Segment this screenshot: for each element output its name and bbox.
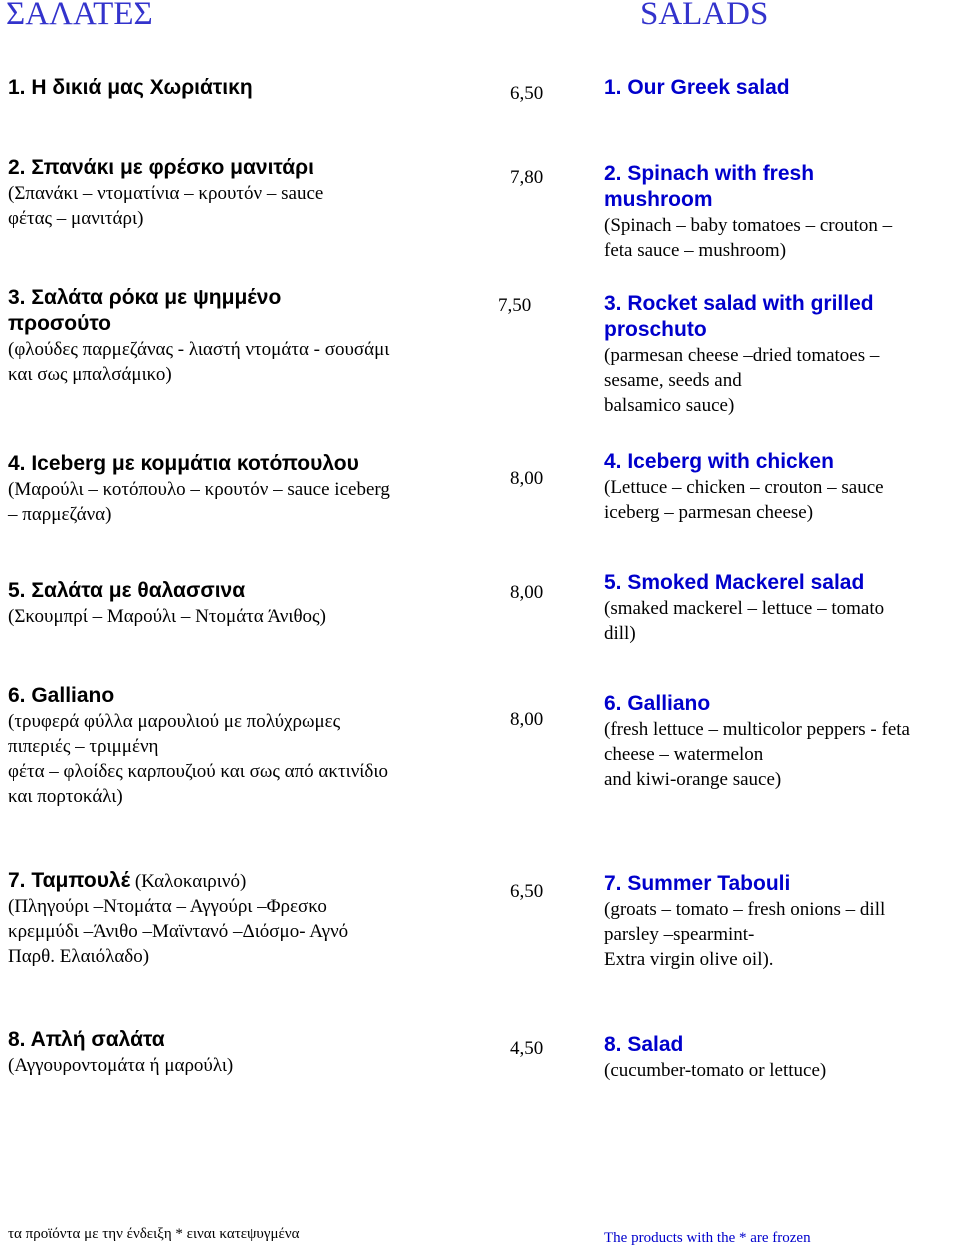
dish-name-greek: 4. Iceberg με κομμάτια κοτόπουλου: [8, 452, 359, 475]
price-7: 6,50: [510, 881, 544, 902]
menu-item-greek-5: [8, 578, 468, 629]
footer-note-english: The products with the * are frozen: [604, 1230, 811, 1246]
dish-description-greek: (Αγγουροντομάτα ή μαρούλι): [8, 1055, 234, 1076]
price-3: 7,50: [498, 295, 532, 316]
menu-item-english-5: [604, 570, 960, 646]
menu-item-greek-1: [8, 75, 468, 101]
dish-name-greek: 7. Ταμπουλέ: [8, 869, 131, 892]
dish-name-english: 2. Spinach with fresh mushroom: [604, 162, 815, 211]
menu-item-greek-2: [8, 155, 468, 231]
menu-item-english-7: [604, 871, 960, 972]
dish-description-english: (fresh lettuce – multicolor peppers - feta cheese – watermelon and kiwi-orange sauce): [604, 719, 910, 790]
page-title-english: SALADS: [640, 0, 769, 32]
page-title-greek: ΣΑΛΑΤΕΣ: [6, 0, 153, 32]
dish-description-english: (Lettuce – chicken – crouton – sauce iceberg – parmesan cheese): [604, 477, 884, 523]
menu-item-english-4: [604, 449, 960, 525]
dish-name-english: 6. Galliano: [604, 692, 711, 715]
menu-item-greek-8: [8, 1027, 468, 1078]
dish-name-greek: 6. Galliano: [8, 684, 115, 707]
dish-name-greek: 2. Σπανάκι με φρέσκο μανιτάρι: [8, 156, 314, 179]
dish-name-greek: 8. Απλή σαλάτα: [8, 1028, 165, 1051]
dish-description-greek: (Πληγούρι –Ντομάτα – Αγγούρι –Φρεσκο κρεμμύδι –Άνιθο –Μαϊντανό –Διόσμο- Αγνό Παρθ. Ελαιόλαδο): [8, 896, 349, 967]
price-8: 4,50: [510, 1038, 544, 1059]
dish-name-english: 3. Rocket salad with grilled proschuto: [604, 292, 874, 341]
menu-item-english-2: [604, 161, 960, 263]
menu-item-english-3: [604, 291, 960, 418]
dish-name-english: 4. Iceberg with chicken: [604, 450, 834, 473]
price-5: 8,00: [510, 582, 544, 603]
dish-name-greek: 3. Σαλάτα ρόκα με ψημμένο προσούτο: [8, 286, 282, 335]
price-4: 8,00: [510, 468, 544, 489]
dish-name-greek: 5. Σαλάτα με θαλασσινα: [8, 579, 246, 602]
dish-name-english: 8. Salad: [604, 1033, 684, 1056]
menu-item-english-1: [604, 75, 960, 101]
menu-item-greek-4: [8, 451, 468, 527]
dish-description-english: (parmesan cheese –dried tomatoes – sesame, seeds and balsamico sauce): [604, 345, 880, 416]
dish-description-english: (smaked mackerel – lettuce – tomato dill): [604, 598, 885, 644]
dish-description-greek: (Σπανάκι – ντοματίνια – κρουτόν – sauce φέτας – μανιτάρι): [8, 183, 324, 229]
menu-item-greek-3: [8, 285, 468, 387]
dish-description-english: (cucumber-tomato or lettuce): [604, 1060, 827, 1081]
dish-name-english: 7. Summer Tabouli: [604, 872, 791, 895]
menu-item-english-8: [604, 1032, 960, 1083]
price-6: 8,00: [510, 709, 544, 730]
dish-name-greek: 1. Η δικιά μας Χωριάτικη: [8, 76, 253, 99]
dish-name-english: 1. Our Greek salad: [604, 76, 790, 99]
dish-description-greek: (φλούδες παρμεζάνας - λιαστή ντομάτα - σουσάμι και σως μπαλσάμικο): [8, 339, 390, 385]
footer-note-greek: τα προϊόντα με την ένδειξη * ειναι κατεψυγμένα: [8, 1226, 300, 1242]
dish-description-english: (groats – tomato – fresh onions – dill parsley –spearmint- Extra virgin olive oil).: [604, 899, 886, 970]
price-2: 7,80: [510, 167, 544, 188]
dish-description-greek: (τρυφερά φύλλα μαρουλιού με πολύχρωμες πιπεριές – τριμμένη φέτα – φλοίδες καρπουζιού και σως από ακτινίδιο και πορτοκάλι): [8, 711, 388, 807]
price-1: 6,50: [510, 83, 544, 104]
dish-subtitle-greek: (Καλοκαιρινό): [130, 871, 247, 892]
dish-name-english: 5. Smoked Mackerel salad: [604, 571, 865, 594]
menu-item-english-6: [604, 691, 960, 792]
dish-description-greek: (Μαρούλι – κοτόπουλο – κρουτόν – sauce iceberg – παρμεζάνα): [8, 479, 390, 525]
dish-description-greek: (Σκουμπρί – Μαρούλι – Ντομάτα Άνιθος): [8, 606, 326, 627]
menu-item-greek-7: [8, 868, 468, 969]
dish-description-english: (Spinach – baby tomatoes – crouton – feta sauce – mushroom): [604, 215, 893, 261]
menu-item-greek-6: [8, 683, 468, 809]
